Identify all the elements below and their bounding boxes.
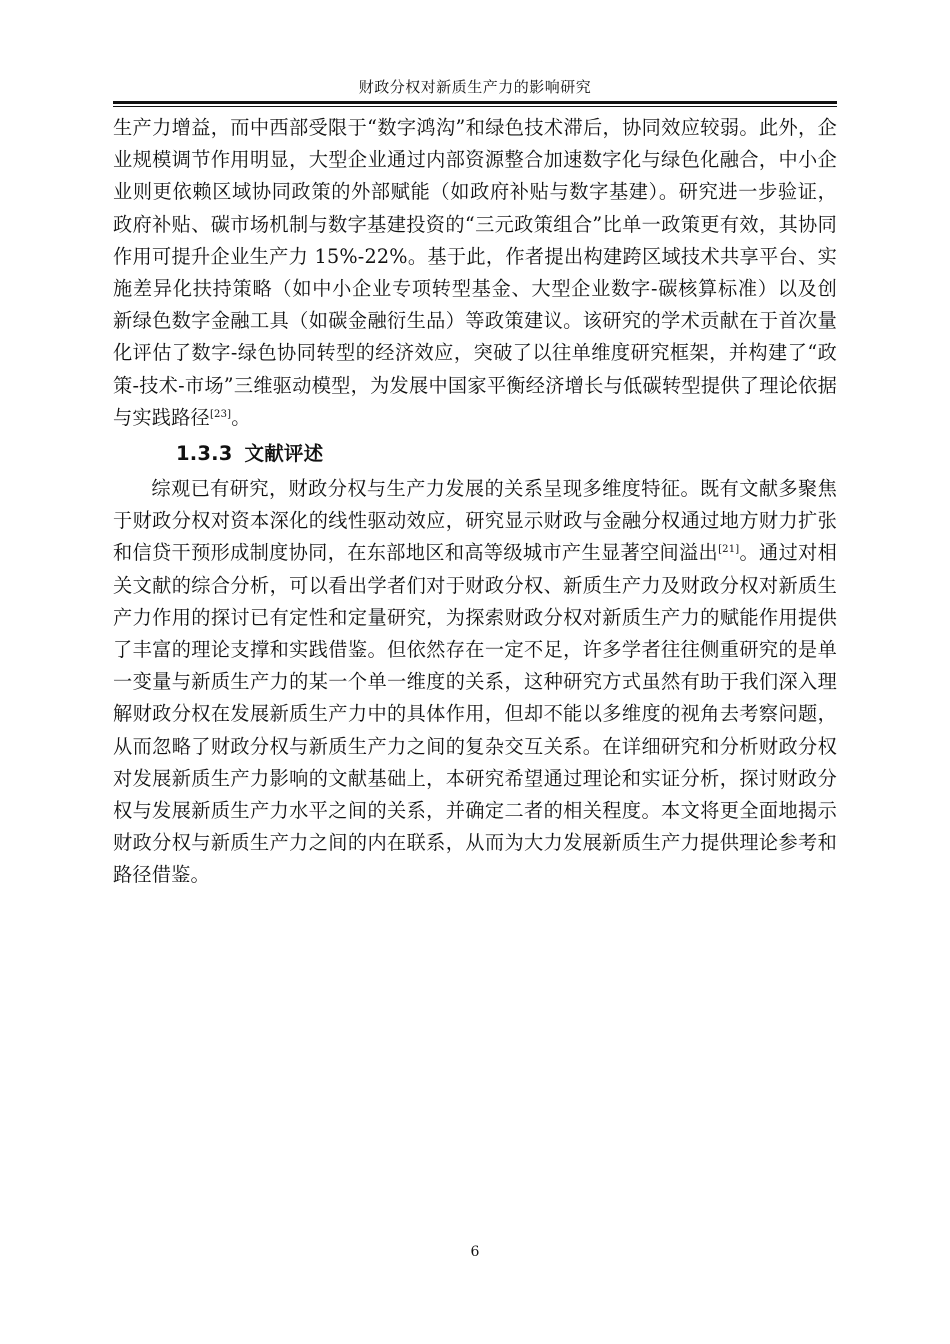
- section-title: 文献评述: [244, 442, 324, 466]
- section-heading: [113, 437, 837, 471]
- paragraph-text-before-citation: 综观已有研究，财政分权与生产力发展的关系呈现多维度特征。既有文献多聚焦于财政分权对资本深化的线性驱动效应，研究显示财政与金融分权通过地方财力扩张和信贷干预形成制度协同，在东部地区和高等级城市产生显著空间溢出: [113, 477, 837, 565]
- paragraph-end-punctuation: 。: [231, 405, 251, 429]
- running-header: 财政分权对新质生产力的影响研究: [358, 78, 592, 96]
- header-rule-thin: [113, 106, 837, 107]
- paragraph-text: 生产力增益，而中西部受限于“数字鸿沟”和绿色技术滞后，协同效应较弱。此外，企业规模调节作用明显，大型企业通过内部资源整合加速数字化与绿色化融合，中小企业则更依赖区域协同政策的外部赋能（如政府补贴与数字基建）。研究进一步验证，政府补贴、碳市场机制与数字基建投资的“三元政策组合”比单一政策更有效，其协同作用可提升企业生产力 15%-22%。基于此，作者提出构建跨区域技术共享平台、实施差异化扶持策略（如中小企业专项转型基金、大型企业数字-碳核算标准）以及创新绿色数字金融工具（如碳金融衍生品）等政策建议。该研究的学术贡献在于首次量化评估了数字-绿色协同转型的经济效应，突破了以往单维度研究框架，并构建了“政策-技术-市场”三维驱动模型，为发展中国家平衡经济增长与低碳转型提供了理论依据与实践路径: [113, 116, 837, 429]
- paragraph-continued: [113, 112, 837, 434]
- section-number: 1.3.3: [176, 442, 233, 466]
- citation-23[interactable]: [23]: [209, 408, 232, 420]
- header-rule-thick: [113, 101, 837, 104]
- page-body: [113, 112, 837, 892]
- paragraph-text-after-citation: 。通过对相关文献的综合分析，可以看出学者们对于财政分权、新质生产力及财政分权对新质生产力作用的探讨已有定性和定量研究，为探索财政分权对新质生产力的赋能作用提供了丰富的理论支撑和实践借鉴。但依然存在一定不足，许多学者往往侧重研究的是单一变量与新质生产力的某一个单一维度的关系，这种研究方式虽然有助于我们深入理解财政分权在发展新质生产力中的具体作用，但却不能以多维度的视角去考察问题，从而忽略了财政分权与新质生产力之间的复杂交互关系。在详细研究和分析财政分权对发展新质生产力影响的文献基础上，本研究希望通过理论和实证分析，探讨财政分权与发展新质生产力水平之间的关系，并确定二者的相关程度。本文将更全面地揭示财政分权与新质生产力之间的内在联系，从而为大力发展新质生产力提供理论参考和路径借鉴。: [113, 541, 837, 887]
- citation-21[interactable]: [21]: [718, 544, 740, 556]
- literature-review-paragraph: [113, 473, 837, 892]
- page-number: 6: [470, 1244, 480, 1260]
